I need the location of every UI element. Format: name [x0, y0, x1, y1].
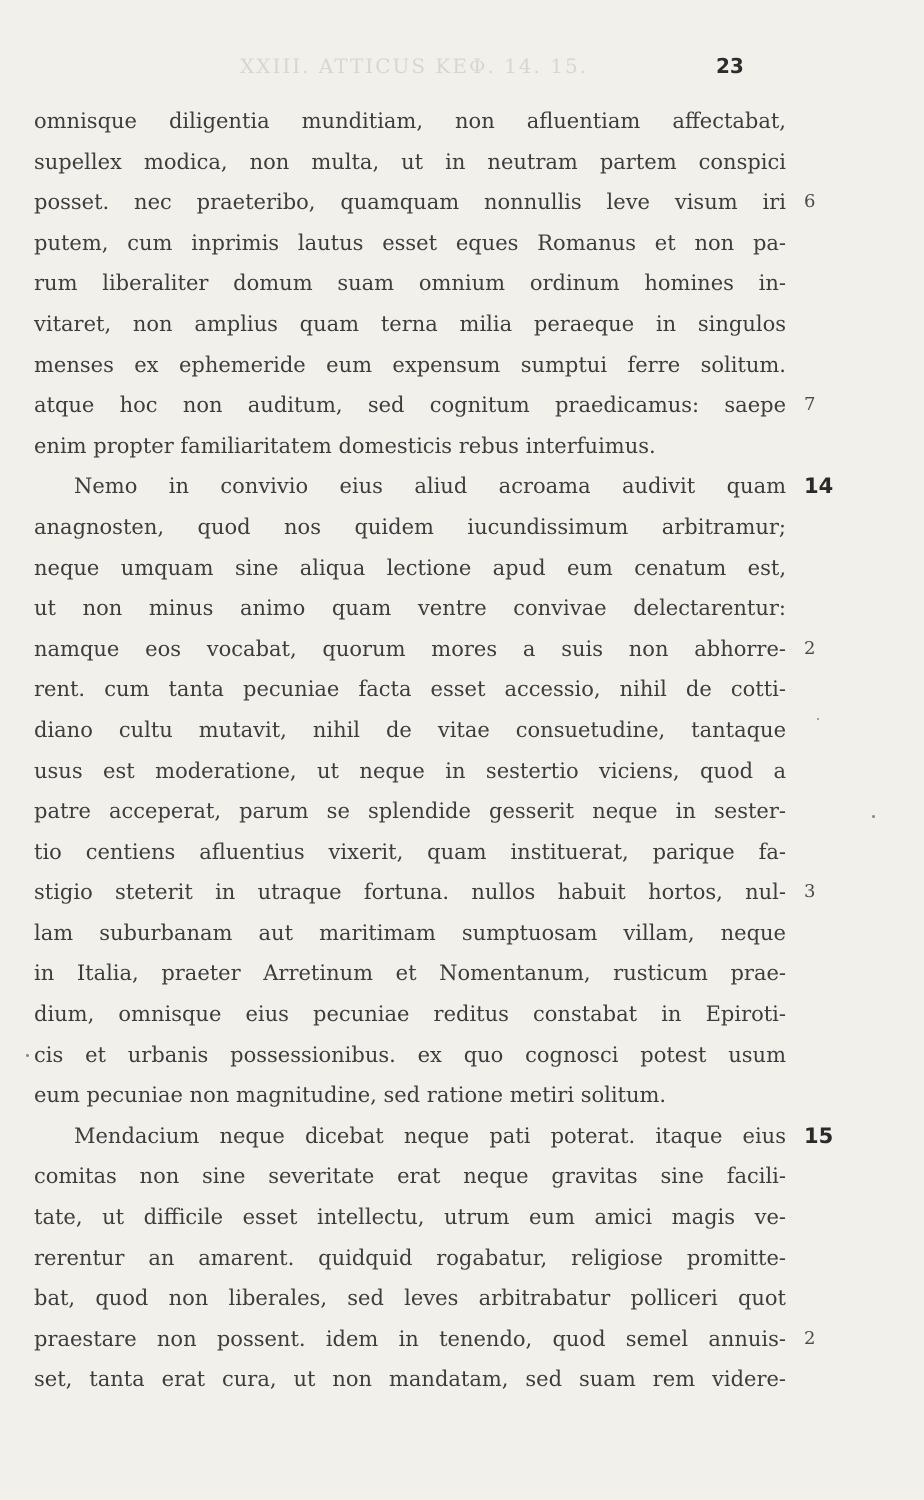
chapter-number: 14 [804, 474, 834, 499]
text-line [34, 385, 816, 426]
text-line [34, 304, 786, 345]
line-text: vitaret, non amplius quam terna milia peraeque in singulos [34, 311, 786, 336]
print-speck [872, 815, 875, 818]
text-line [34, 1278, 786, 1319]
section-number: 6 [804, 191, 816, 213]
text-line [34, 791, 786, 832]
running-head: XXIII. ATTICUS ΚΕΦ. 14. 15. [240, 54, 589, 78]
line-text: dium, omnisque eius pecuniae reditus constabat in Epiroti- [34, 1002, 786, 1027]
text-line [34, 710, 786, 751]
text-line [34, 223, 786, 264]
line-text: atque hoc non auditum, sed cognitum praedicamus: saepe [34, 393, 786, 418]
line-text: anagnosten, quod nos quidem iucundissimum arbitramur; [34, 514, 786, 539]
text-line [34, 466, 834, 507]
line-text: stigio steterit in utraque fortuna. nullos habuit hortos, nul- [34, 880, 786, 905]
line-text: cis et urbanis possessionibus. ex quo cognosci potest usum [34, 1042, 786, 1067]
page-header [0, 52, 924, 82]
line-text: enim propter familiaritatem domesticis rebus interfuimus. [34, 433, 656, 458]
line-text: omnisque diligentia munditiam, non afluentiam affectabat, [34, 109, 786, 133]
line-text: set, tanta erat cura, ut non mandatam, sed suam rem videre- [34, 1367, 786, 1392]
text-line [34, 548, 786, 589]
chapter-number: 15 [804, 1123, 834, 1148]
line-text: putem, cum inprimis lautus esset eques Romanus et non pa- [34, 230, 786, 255]
text-line [34, 345, 786, 386]
text-line [34, 953, 786, 994]
section-number: 7 [804, 394, 816, 416]
line-text: namque eos vocabat, quorum mores a suis non abhorre- [34, 636, 786, 661]
text-line [34, 669, 786, 710]
line-text: in Italia, praeter Arretinum et Nomentanum, rusticum prae- [34, 961, 786, 986]
line-text: posset. nec praeteribo, quamquam nonnullis leve visum iri [34, 190, 786, 215]
line-text: neque umquam sine aliqua lectione apud eum cenatum est, [34, 555, 786, 580]
line-text: tate, ut difficile esset intellectu, utrum eum amici magis ve- [34, 1205, 786, 1230]
text-line [34, 1116, 834, 1157]
page-number: 23 [716, 54, 744, 78]
line-text: tio centiens afluentius vixerit, quam instituerat, parique fa- [34, 839, 786, 864]
text-line [34, 1156, 786, 1197]
text-line [34, 1035, 786, 1076]
body-text [34, 101, 834, 1400]
section-number: 2 [804, 637, 816, 659]
text-line [34, 588, 786, 629]
line-text: supellex modica, non multa, ut in neutram partem conspici [34, 149, 786, 174]
line-text: lam suburbanam aut maritimam sumptuosam villam, neque [34, 920, 786, 945]
text-line [34, 1238, 786, 1279]
text-line [34, 751, 786, 792]
line-text: ut non minus animo quam ventre convivae delectarentur: [34, 596, 786, 621]
text-line [34, 1197, 786, 1238]
line-text: comitas non sine severitate erat neque gravitas sine facili- [34, 1164, 786, 1189]
line-text: patre acceperat, parum se splendide gesserit neque in sester- [34, 799, 786, 824]
text-line [34, 913, 786, 954]
section-number: 3 [804, 881, 816, 903]
line-text: rum liberaliter domum suam omnium ordinum homines in- [34, 271, 786, 296]
text-line [34, 101, 786, 142]
text-line [34, 263, 786, 304]
line-text: diano cultu mutavit, nihil de vitae consuetudine, tantaque [34, 717, 786, 742]
line-text: Nemo in convivio eius aliud acroama audivit quam [74, 474, 786, 499]
text-line [34, 1075, 786, 1116]
text-line [34, 629, 816, 670]
line-text: rent. cum tanta pecuniae facta esset accessio, nihil de cotti- [34, 677, 786, 702]
line-text: rerentur an amarent. quidquid rogabatur, religiose promitte- [34, 1245, 786, 1270]
line-text: eum pecuniae non magnitudine, sed ratione metiri solitum. [34, 1083, 667, 1108]
text-line [34, 832, 786, 873]
text-line [34, 872, 816, 913]
text-line [34, 994, 786, 1035]
line-text: menses ex ephemeride eum expensum sumptui ferre solitum. [34, 352, 786, 377]
print-speck [817, 718, 819, 720]
section-number: 2 [804, 1327, 816, 1349]
line-text: Mendacium neque dicebat neque pati poterat. itaque eius [74, 1123, 786, 1148]
line-text: bat, quod non liberales, sed leves arbitrabatur polliceri quot [34, 1286, 786, 1311]
text-line [34, 142, 786, 183]
text-line [34, 1319, 816, 1360]
text-line [34, 426, 786, 467]
text-line [34, 182, 816, 223]
text-line [34, 507, 786, 548]
text-line [34, 1359, 786, 1400]
print-speck [26, 1054, 29, 1057]
line-text: usus est moderatione, ut neque in sestertio viciens, quod a [34, 758, 786, 783]
line-text: praestare non possent. idem in tenendo, quod semel annuis- [34, 1326, 786, 1351]
